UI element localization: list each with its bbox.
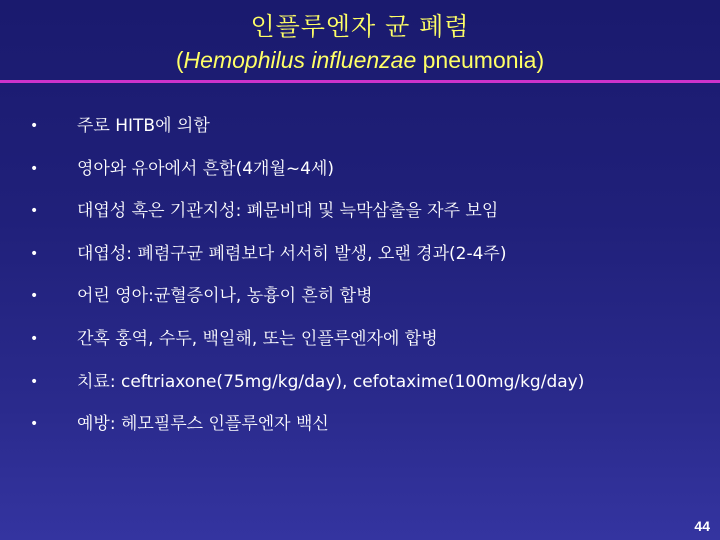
bullet-item bbox=[30, 327, 710, 370]
bullet-item bbox=[30, 199, 710, 242]
bullet-item bbox=[30, 370, 710, 413]
bullet-marker: • bbox=[30, 203, 39, 220]
bullet-marker: • bbox=[30, 160, 39, 177]
bullet-list bbox=[30, 114, 710, 455]
bullet-text: 어린 영아:균혈증이나, 농흉이 흔히 합병 bbox=[77, 286, 373, 307]
bullet-item bbox=[30, 412, 710, 455]
title-italic: Hemophilus influenzae bbox=[183, 47, 417, 73]
bullet-marker: • bbox=[30, 118, 39, 134]
bullet-item bbox=[30, 114, 710, 157]
title-english bbox=[0, 44, 720, 76]
bullet-marker: • bbox=[30, 330, 39, 347]
bullet-marker: • bbox=[30, 416, 39, 433]
bullet-text: 간혹 홍역, 수두, 백일해, 또는 인플루엔자에 합병 bbox=[77, 328, 438, 349]
bullet-text: 주로 HITB에 의함 bbox=[77, 116, 210, 136]
bullet-text: 대엽성: 폐렴구균 폐렴보다 서서히 발생, 오랜 경과(2-4주) bbox=[77, 243, 507, 264]
bullet-marker: • bbox=[30, 373, 39, 390]
bullet-text: 치료: ceftriaxone(75mg/kg/day), cefotaxime(100mg/kg/day) bbox=[77, 371, 585, 392]
bullet-marker: • bbox=[30, 288, 39, 305]
bullet-text: 대엽성 혹은 기관지성: 폐문비대 및 늑막삼출을 자주 보임 bbox=[77, 201, 499, 222]
bullet-text: 예방: 헤모필루스 인플루엔자 백신 bbox=[77, 414, 329, 435]
bullet-item bbox=[30, 284, 710, 327]
title-paren-open: ( bbox=[175, 47, 184, 73]
title-rest: pneumonia) bbox=[416, 47, 545, 73]
bullet-item bbox=[30, 242, 710, 285]
page-number: 44 bbox=[694, 518, 710, 534]
title-divider bbox=[0, 80, 720, 83]
bullet-item bbox=[30, 157, 710, 200]
bullet-text: 영아와 유아에서 흔함(4개월~4세) bbox=[77, 158, 335, 179]
slide-title bbox=[0, 10, 720, 76]
title-korean: 인플루엔자 균 폐렴 bbox=[250, 12, 470, 41]
bullet-marker: • bbox=[30, 245, 39, 262]
